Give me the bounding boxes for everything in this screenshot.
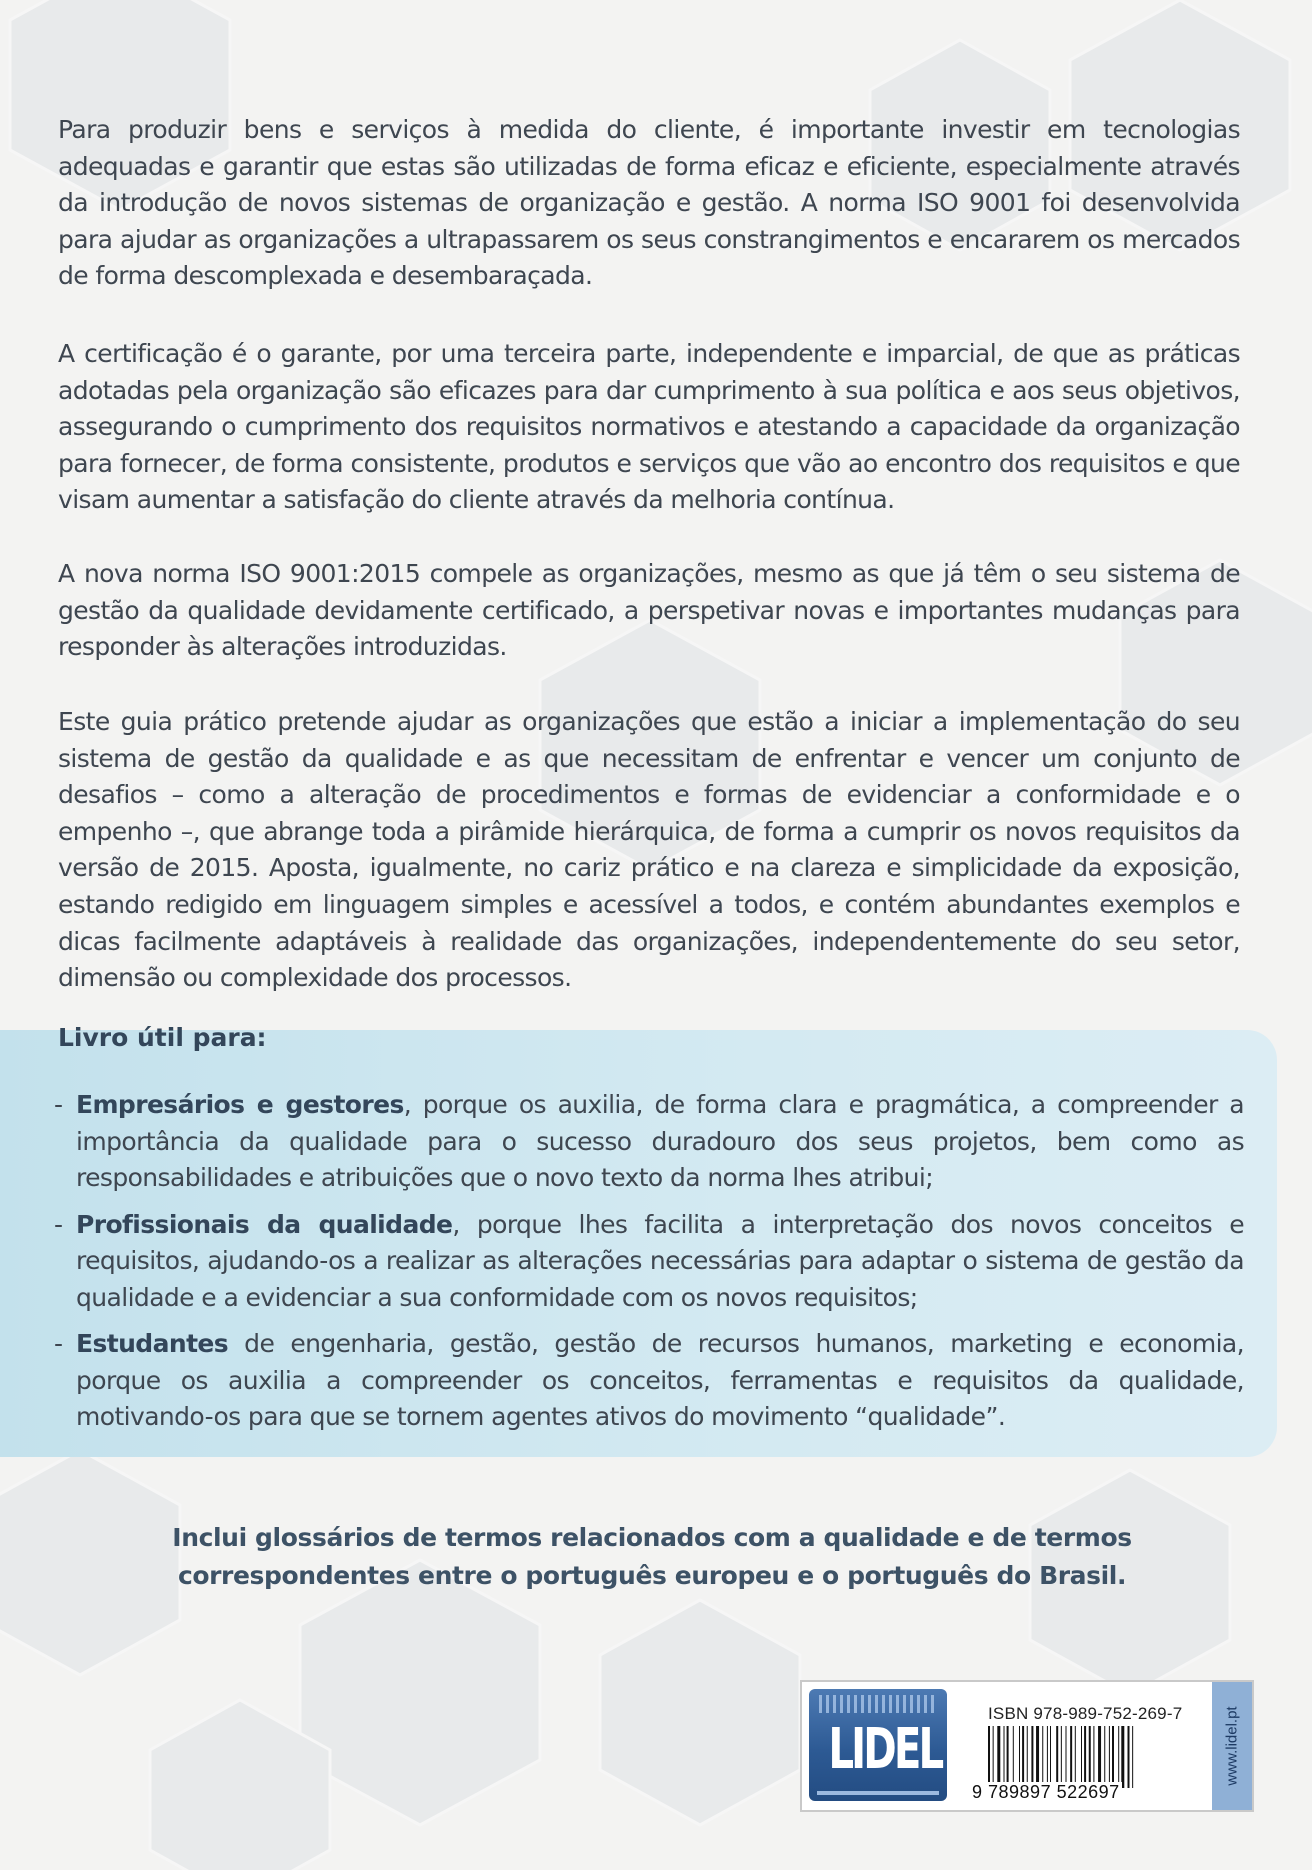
iso-2015-paragraph: A nova norma ISO 9001:2015 compele as organizações, mesmo as que já têm o seu sistema de gestão da qualidade devidamente certificado, a perspetivar novas e importantes mudanças para responder às alterações introduzidas. (58, 559, 1240, 662)
barcode-bar (1027, 1726, 1028, 1788)
intro-paragraph: Para produzir bens e serviços à medida do cliente, é importante investir em tecnologias adequadas e garantir que estas são utilizadas de forma eficaz e eficiente, especialmente através da introdução de novos sistemas de organização e gestão. A norma ISO 9001 foi desenvolvida para ajudar as organizações a ultrapassarem os seus constrangimentos e encararem os mercados de forma descomplexada e desembaraçada. (58, 115, 1240, 291)
logo-text: LIDEL (828, 1717, 942, 1782)
barcode-bar (993, 1726, 994, 1788)
barcode-bar (1007, 1726, 1009, 1788)
list-dash: - (54, 1090, 63, 1119)
barcode-bar (1112, 1726, 1114, 1788)
barcode-bar (1019, 1726, 1020, 1788)
list-item (54, 1087, 1244, 1197)
isbn-number: ISBN 978-989-752-269-7 (988, 1704, 1183, 1723)
barcode-bar (1066, 1726, 1067, 1788)
barcode-bar (1022, 1726, 1024, 1788)
barcode-bar (1081, 1726, 1082, 1788)
barcode-bar (1075, 1726, 1076, 1788)
barcode-bar (1047, 1726, 1048, 1788)
list-dash: - (54, 1209, 63, 1239)
lidel-logo (809, 1689, 947, 1801)
audience-list (54, 1087, 1244, 1446)
barcode-bar (997, 1726, 1000, 1788)
useful-for-title: Livro útil para: (58, 1023, 267, 1052)
audience-description: , porque lhes facilita a interpretação dos novos conceitos e requisitos, ajudando-os a realizar as alterações necessárias para adaptar o sistema de gestão da qualidade e a evidenciar a sua conformidade com os novos requisitos; (76, 1209, 1244, 1312)
barcode-bar (1013, 1726, 1014, 1788)
barcode-bar (1118, 1726, 1119, 1788)
barcode-bar (1132, 1726, 1133, 1788)
audience-description: , porque os auxilia, de forma clara e pragmática, a compreender a importância da qualidade para o sucesso duradouro dos seus projetos, bem como as responsabilidades e atribuições que o novo texto da norma lhes atribui; (76, 1090, 1244, 1192)
list-dash: - (54, 1329, 63, 1358)
barcode-bar (1036, 1726, 1039, 1788)
barcode-bar (1050, 1726, 1051, 1788)
barcode-bar (1121, 1726, 1124, 1788)
list-item (54, 1207, 1244, 1317)
barcode (988, 1726, 1188, 1788)
barcode-bar (1089, 1726, 1091, 1788)
barcode-bar (1061, 1726, 1062, 1788)
isbn-barcode-box (800, 1680, 1254, 1812)
certification-paragraph: A certificação é o garante, por uma terceira parte, independente e imparcial, de que as práticas adotadas pela organização são eficazes para dar cumprimento à sua política e aos seus objetivos, assegurando o cumprimento dos requisitos normativos e atestando a capacidade da organização para fornecer, de forma consistente, produtos e serviços que vão ao encontro dos requisitos e que visam aumentar a satisfação do cliente através da melhoria contínua. (58, 339, 1240, 515)
publisher-url-strip (1212, 1682, 1252, 1810)
barcode-bar (1128, 1726, 1130, 1788)
logo-base-line (817, 1791, 939, 1795)
audience-name: Estudantes (76, 1329, 229, 1358)
guide-paragraph: Este guia prático pretende ajudar as organizações que estão a iniciar a implementação do seu sistema de gestão da qualidade e as que necessitam de enfrentar e vencer um conjunto de desafios – como a alteração de procedimentos e formas de evidenciar a conformidade e o empenho –, que abrange toda a pirâmide hierárquica, de forma a cumprir os novos requisitos da versão de 2015. Aposta, igualmente, no cariz prático e na clareza e simplicidade da exposição, estando redigido em linguagem simples e acessível a todos, e contém abundantes exemplos e dicas facilmente adaptáveis à realidade das organizações, independentemente do seu setor, dimensão ou complexidade dos processos. (58, 707, 1240, 993)
audience-name: Empresários e gestores (76, 1090, 404, 1119)
barcode-bar (1104, 1726, 1105, 1788)
barcode-bar (1084, 1726, 1086, 1788)
barcode-bar (988, 1726, 990, 1788)
barcode-bar (1042, 1726, 1043, 1788)
list-item (54, 1326, 1244, 1436)
glossary-note: Inclui glossários de termos relacionados com a qualidade e de termos correspondentes entre o português europeu e o português do Brasil. (172, 1523, 1132, 1590)
barcode-bar (1004, 1726, 1005, 1788)
barcode-bar (1109, 1726, 1110, 1788)
logo-stripes (819, 1695, 937, 1713)
barcode-bar (1056, 1726, 1058, 1788)
publisher-url: www.lidel.pt (1223, 1706, 1241, 1786)
barcode-bar (1093, 1726, 1094, 1788)
barcode-bar (1070, 1726, 1072, 1788)
barcode-digits: 9 789897 522697 (972, 1782, 1120, 1802)
audience-name: Profissionais da qualidade (76, 1209, 453, 1239)
barcode-bar (1031, 1726, 1033, 1788)
barcode-bar (1098, 1726, 1101, 1788)
audience-description: de engenharia, gestão, gestão de recursos humanos, marketing e economia, porque os auxilia a compreender os conceitos, ferramentas e requisitos da qualidade, motivando-os para que se tornem agentes ativos do movimento “qualidade”. (76, 1329, 1244, 1431)
